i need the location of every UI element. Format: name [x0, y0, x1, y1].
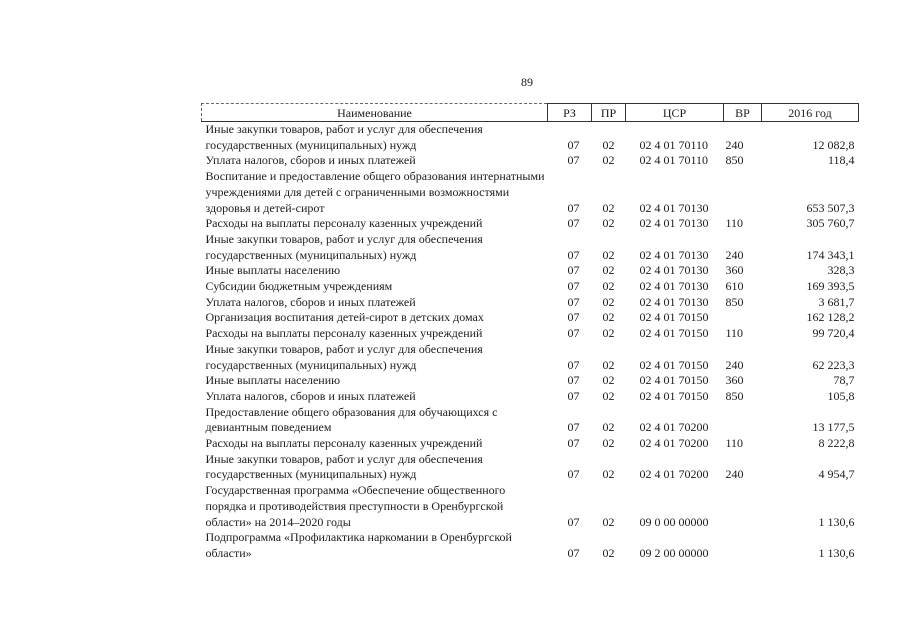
cell-amount: 13 177,5: [812, 420, 855, 435]
cell-pr: 02: [602, 294, 615, 309]
cell-rz: 07: [567, 514, 580, 529]
cell-rz: 07: [567, 310, 580, 325]
cell-rz: 07: [567, 247, 580, 262]
table-row: [202, 263, 859, 279]
cell-rz: 07: [567, 357, 580, 372]
cell-pr: 02: [602, 137, 615, 152]
cell-pr: 02: [602, 436, 615, 451]
cell-pr: 02: [602, 467, 615, 482]
cell-pr: 02: [602, 373, 615, 388]
cell-name: Иные выплаты населению: [205, 373, 341, 388]
cell-amount: 328,3: [827, 263, 855, 278]
cell-vr: 610: [725, 279, 744, 294]
cell-vr: [724, 483, 762, 530]
cell-csr: 09 2 00 00000: [639, 545, 709, 560]
cell-name: Уплата налогов, сборов и иных платежей: [205, 388, 416, 403]
table-row: [202, 232, 859, 263]
cell-amount: 105,8: [827, 388, 855, 403]
table-row: [202, 310, 859, 326]
cell-pr: 02: [602, 357, 615, 372]
cell-vr: 360: [725, 263, 744, 278]
cell-amount: 169 393,5: [806, 279, 855, 294]
cell-amount: 62 223,3: [812, 357, 855, 372]
cell-rz: 07: [567, 137, 580, 152]
cell-csr: 02 4 01 70150: [639, 373, 709, 388]
cell-name: Иные закупки товаров, работ и услуг для обеспечения государственных (муниципальных) нужд: [205, 451, 483, 482]
cell-rz: 07: [567, 388, 580, 403]
cell-vr: 850: [725, 388, 744, 403]
cell-rz: 07: [567, 420, 580, 435]
cell-rz: 07: [567, 436, 580, 451]
cell-rz: 07: [567, 263, 580, 278]
cell-csr: 02 4 01 70110: [639, 153, 709, 168]
cell-name: Уплата налогов, сборов и иных платежей: [205, 153, 416, 168]
cell-csr: 02 4 01 70200: [639, 420, 709, 435]
cell-pr: 02: [602, 263, 615, 278]
cell-pr: 02: [602, 545, 615, 560]
table-row: [202, 373, 859, 389]
cell-amount: 78,7: [833, 373, 855, 388]
cell-vr: [724, 530, 762, 561]
table-row: [202, 122, 859, 154]
table-row: [202, 326, 859, 342]
cell-name: Субсидии бюджетным учреждениям: [205, 279, 393, 294]
cell-amount: 8 222,8: [818, 436, 855, 451]
cell-csr: 02 4 01 70130: [639, 294, 709, 309]
cell-amount: 118,4: [827, 153, 855, 168]
table-row: [202, 452, 859, 483]
cell-rz: 07: [567, 216, 580, 231]
cell-name: Расходы на выплаты персоналу казенных учреждений: [205, 326, 483, 341]
cell-vr: 360: [725, 373, 744, 388]
table-row: [202, 436, 859, 452]
header-pr: ПР: [592, 104, 626, 122]
cell-vr: 240: [725, 467, 744, 482]
cell-amount: 4 954,7: [818, 467, 855, 482]
cell-name: Предоставление общего образования для обучающихся с девиантным поведением: [205, 404, 498, 435]
cell-csr: 02 4 01 70130: [639, 216, 709, 231]
cell-name: Уплата налогов, сборов и иных платежей: [205, 294, 416, 309]
cell-name: Иные выплаты населению: [205, 263, 341, 278]
cell-csr: 02 4 01 70150: [639, 388, 709, 403]
cell-csr: 02 4 01 70150: [639, 357, 709, 372]
cell-vr: 110: [725, 326, 744, 341]
cell-vr: 240: [725, 247, 744, 262]
header-rz: РЗ: [548, 104, 592, 122]
cell-pr: 02: [602, 200, 615, 215]
cell-vr: 110: [725, 436, 744, 451]
table-row: [202, 169, 859, 216]
cell-name: Воспитание и предоставление общего образования интернатными учреждениями для детей с ограниченными возможностями здоровья и детей-сирот: [205, 169, 545, 215]
cell-name: Подпрограмма «Профилактика наркомании в Оренбургской области»: [205, 530, 512, 560]
cell-csr: 02 4 01 70150: [639, 326, 709, 341]
header-year: 2016 год: [762, 104, 859, 122]
cell-rz: 07: [567, 467, 580, 482]
cell-name: Иные закупки товаров, работ и услуг для обеспечения государственных (муниципальных) нужд: [205, 122, 483, 152]
cell-rz: 07: [567, 200, 580, 215]
cell-rz: 07: [567, 279, 580, 294]
table-row: [202, 295, 859, 311]
cell-name: Иные закупки товаров, работ и услуг для обеспечения государственных (муниципальных) нужд: [205, 341, 483, 372]
cell-pr: 02: [602, 247, 615, 262]
cell-amount: 162 128,2: [806, 310, 855, 325]
cell-pr: 02: [602, 153, 615, 168]
cell-vr: 850: [725, 294, 744, 309]
cell-pr: 02: [602, 310, 615, 325]
header-csr: ЦСР: [626, 104, 724, 122]
table-row: [202, 342, 859, 373]
cell-vr: 110: [725, 216, 744, 231]
cell-csr: 02 4 01 70150: [639, 310, 709, 325]
cell-csr: 02 4 01 70130: [639, 279, 709, 294]
header-name: Наименование: [202, 104, 548, 122]
cell-amount: 12 082,8: [812, 137, 855, 152]
table-row: [202, 530, 859, 561]
table-row: [202, 405, 859, 436]
cell-csr: 09 0 00 00000: [639, 514, 709, 529]
cell-pr: 02: [602, 216, 615, 231]
cell-pr: 02: [602, 420, 615, 435]
cell-name: Расходы на выплаты персоналу казенных учреждений: [205, 216, 483, 231]
cell-pr: 02: [602, 388, 615, 403]
cell-vr: [724, 310, 762, 326]
cell-amount: 3 681,7: [818, 294, 855, 309]
cell-name: Организация воспитания детей-сирот в детских домах: [205, 310, 484, 325]
cell-csr: 02 4 01 70130: [639, 263, 709, 278]
cell-name: Иные закупки товаров, работ и услуг для обеспечения государственных (муниципальных) нужд: [205, 231, 483, 262]
cell-pr: 02: [602, 279, 615, 294]
cell-amount: 99 720,4: [812, 326, 855, 341]
cell-rz: 07: [567, 373, 580, 388]
page-number: 89: [521, 75, 533, 89]
budget-table: [201, 103, 859, 562]
table-row: [202, 216, 859, 232]
cell-pr: 02: [602, 514, 615, 529]
cell-vr: 240: [725, 357, 744, 372]
cell-csr: 02 4 01 70200: [639, 436, 709, 451]
cell-rz: 07: [567, 294, 580, 309]
cell-rz: 07: [567, 326, 580, 341]
cell-vr: 850: [725, 153, 744, 168]
cell-csr: 02 4 01 70130: [639, 247, 709, 262]
cell-amount: 305 760,7: [806, 216, 855, 231]
header-vr: ВР: [724, 104, 762, 122]
table-header-row: [202, 104, 859, 122]
cell-vr: [724, 405, 762, 436]
cell-name: Расходы на выплаты персоналу казенных учреждений: [205, 436, 483, 451]
cell-csr: 02 4 01 70200: [639, 467, 709, 482]
table-row: [202, 279, 859, 295]
cell-rz: 07: [567, 153, 580, 168]
cell-amount: 1 130,6: [818, 545, 855, 560]
table-row: [202, 483, 859, 530]
table-row: [202, 389, 859, 405]
cell-amount: 174 343,1: [806, 247, 855, 262]
cell-pr: 02: [602, 326, 615, 341]
cell-amount: 1 130,6: [818, 514, 855, 529]
table-row: [202, 153, 859, 169]
cell-rz: 07: [567, 545, 580, 560]
cell-csr: 02 4 01 70130: [639, 200, 709, 215]
cell-name: Государственная программа «Обеспечение общественного порядка и противодействия преступности в Оренбургской области» на 2014–2020 годы: [205, 483, 506, 529]
cell-vr: [724, 169, 762, 216]
cell-vr: 240: [725, 137, 744, 152]
cell-csr: 02 4 01 70110: [639, 137, 709, 152]
cell-amount: 653 507,3: [806, 200, 855, 215]
